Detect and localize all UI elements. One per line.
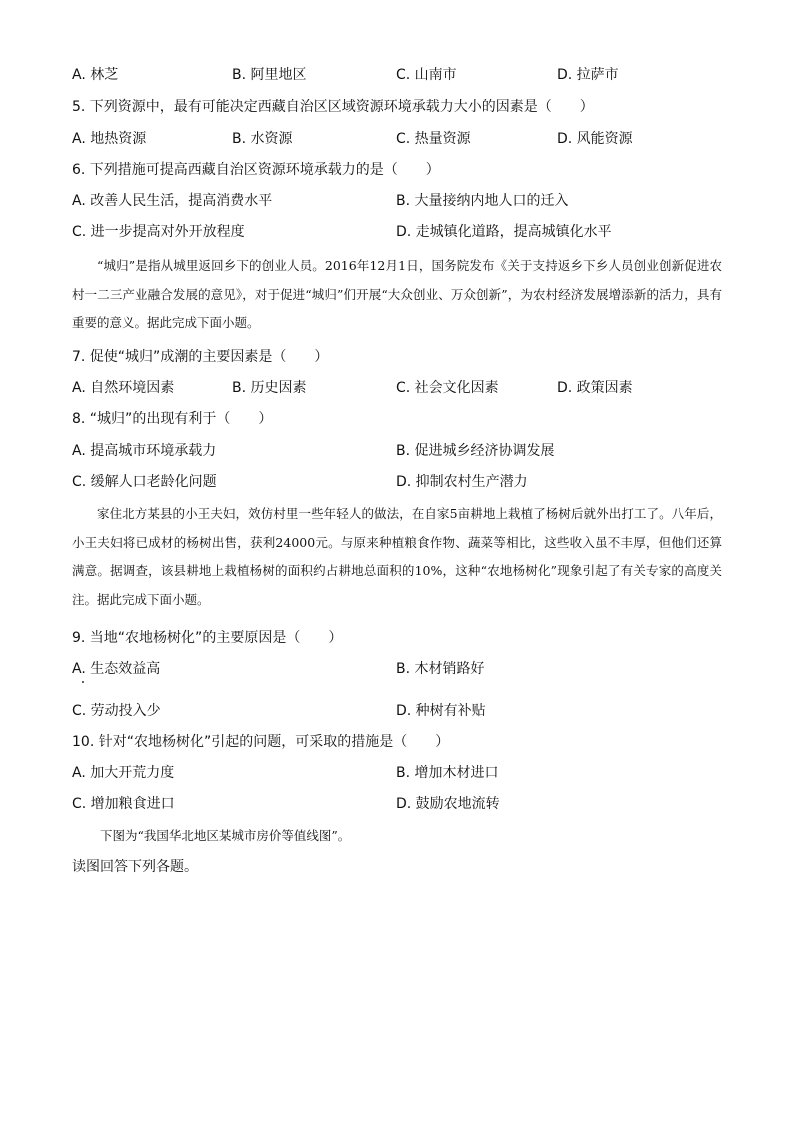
stray-dot-mark (82, 681, 84, 683)
q7-option-a: A. 自然环境因素 (72, 380, 175, 396)
q4-option-c: C. 山南市 (396, 67, 457, 83)
q7-option-c: C. 社会文化因素 (396, 380, 499, 396)
q7-stem: 7. 促使“城归”成潮的主要因素是（ ） (72, 349, 329, 365)
q9-option-b: B. 木材销路好 (396, 661, 485, 677)
q5-stem: 5. 下列资源中，最有可能决定西藏自治区区域资源环境承载力大小的因素是（ ） (72, 99, 594, 115)
q6-option-d: D. 走城镇化道路，提高城镇化水平 (396, 224, 612, 240)
q6-option-b: B. 大量接纳内地人口的迁入 (396, 193, 569, 209)
q7-option-b: B. 历史因素 (232, 380, 307, 396)
q6-option-a: A. 改善人民生活，提高消费水平 (72, 193, 273, 209)
read-prompt: 读图回答下列各题。 (72, 859, 198, 875)
passage-poplar: 家住北方某县的小王夫妇，效仿村里一些年轻人的做法，在自家5亩耕地上栽植了杨树后就外出打工了。八年后，小王夫妇将已成材的杨树出售，获利24000元。与原来种植粮食作物、蔬菜等相比，这些收入虽不丰厚，但他们还算满意。据调查，该县耕地上栽植杨树的面积约占耕地总面积的10%，这种“农地杨树化”现象引起了有关专家的高度关注。据此完成下面小题。 (72, 506, 722, 607)
q6-option-c: C. 进一步提高对外开放程度 (72, 224, 245, 240)
q4-option-a: A. 林芝 (72, 67, 119, 83)
q9-option-a: A. 生态效益高 (72, 661, 161, 677)
q10-stem: 10. 针对“农地杨树化”引起的问题，可采取的措施是（ ） (72, 734, 450, 750)
passage-chenggui: “城归”是指从城里返回乡下的创业人员。2016年12月1日，国务院发布《关于支持返乡下乡人员创业创新促进农村一二三产业融合发展的意见》，对于促进“城归”们开展“大众创业、万众创新”，为农村经济发展增添新的活力，具有重要的意义。据此完成下面小题。 (72, 258, 722, 330)
q5-option-b: B. 水资源 (232, 131, 293, 147)
q8-option-b: B. 促进城乡经济协调发展 (396, 443, 555, 459)
figure-intro: 下图为“我国华北地区某城市房价等值线图”。 (100, 828, 351, 843)
q8-stem: 8. “城归”的出现有利于（ ） (72, 411, 273, 427)
q10-option-d: D. 鼓励农地流转 (396, 796, 500, 812)
q10-option-a: A. 加大开荒力度 (72, 765, 175, 781)
q8-option-c: C. 缓解人口老龄化问题 (72, 474, 217, 490)
q9-option-c: C. 劳动投入少 (72, 703, 161, 719)
q5-option-c: C. 热量资源 (396, 131, 471, 147)
q9-option-d: D. 种树有补贴 (396, 703, 486, 719)
q9-stem: 9. 当地“农地杨树化”的主要原因是（ ） (72, 630, 343, 646)
q6-stem: 6. 下列措施可提高西藏自治区资源环境承载力的是（ ） (72, 162, 440, 178)
q7-option-d: D. 政策因素 (557, 380, 633, 396)
q4-option-d: D. 拉萨市 (557, 67, 619, 83)
q10-option-c: C. 增加粮食进口 (72, 796, 175, 812)
q8-option-d: D. 抑制农村生产潜力 (396, 474, 528, 490)
q5-option-a: A. 地热资源 (72, 131, 147, 147)
q5-option-d: D. 风能资源 (557, 131, 633, 147)
q10-option-b: B. 增加木材进口 (396, 765, 499, 781)
q8-option-a: A. 提高城市环境承载力 (72, 443, 217, 459)
q4-option-b: B. 阿里地区 (232, 67, 307, 83)
